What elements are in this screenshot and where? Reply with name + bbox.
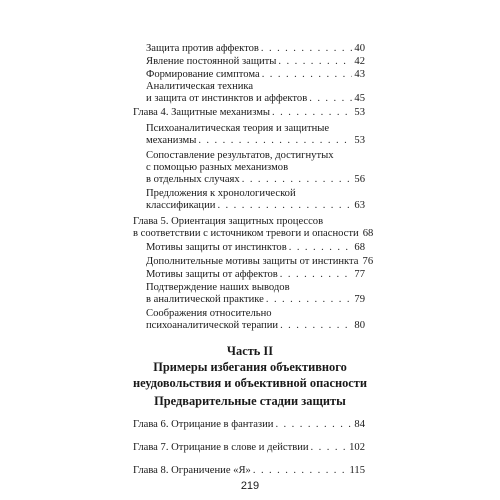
toc-entry-title: Подтверждение наших выводов xyxy=(146,282,290,293)
toc-entry xyxy=(146,308,365,332)
toc-entry-title: механизмы xyxy=(146,135,197,146)
toc-page-number: 68 xyxy=(354,242,365,253)
toc-dot-leader xyxy=(311,442,348,454)
toc-entry-title: в отдельных случаях xyxy=(146,174,240,185)
toc-dot-leader xyxy=(272,107,352,119)
part-subtitle: неудовольствия и объективной опасности xyxy=(132,376,368,390)
toc-entry-title: Формирование симптома xyxy=(146,69,260,80)
toc-entry xyxy=(146,81,365,105)
toc-chapter-title: Глава 4. Защитные механизмы xyxy=(133,107,271,118)
part-section-title: Предварительные стадии защиты xyxy=(154,394,346,408)
toc-chapter-title: Глава 8. Ограничение «Я» xyxy=(133,465,251,476)
toc-page-number: 115 xyxy=(349,465,365,476)
toc-dot-leader xyxy=(198,135,352,147)
toc-entry-title: Мотивы защиты от инстинктов xyxy=(146,242,287,253)
toc-dot-leader xyxy=(242,174,353,186)
toc-entry-title: и защита от инстинктов и аффектов xyxy=(146,93,308,104)
toc-dot-leader xyxy=(261,43,353,55)
toc-entry-title: Соображения относительно xyxy=(146,308,272,319)
toc-chapter xyxy=(133,107,365,119)
toc-entry-title: с помощью разных механизмов xyxy=(146,162,289,173)
page-number: 219 xyxy=(240,480,260,492)
toc-page-number: 53 xyxy=(354,107,365,118)
toc-chapter xyxy=(133,442,365,454)
toc-page-number: 77 xyxy=(354,269,365,280)
part-heading xyxy=(130,343,370,409)
toc-page-number: 80 xyxy=(354,320,365,331)
toc-entry-title: Защита против аффектов xyxy=(146,43,259,54)
toc-entry xyxy=(146,242,365,254)
toc-chapter-title: в соответствии с источником тревоги и опасности xyxy=(133,228,359,239)
toc-page-number: 42 xyxy=(354,56,365,67)
toc-chapter xyxy=(133,419,365,431)
toc-entry xyxy=(146,269,365,281)
toc-dot-leader xyxy=(289,242,353,254)
toc-dot-leader xyxy=(253,465,348,477)
toc-dot-leader xyxy=(266,294,353,306)
toc-entry xyxy=(146,282,365,306)
toc-page-number: 76 xyxy=(362,256,374,267)
toc-chapter-title: Глава 6. Отрицание в фантазии xyxy=(133,419,274,430)
toc-entry xyxy=(146,123,365,147)
toc-chapter-title: Глава 7. Отрицание в слове и действии xyxy=(133,442,309,453)
toc-entry-title: Предложения к хронологической xyxy=(146,188,296,199)
toc-entry-title: классификации xyxy=(146,200,216,211)
toc-page-number: 102 xyxy=(349,442,365,453)
toc-entry-title: Психоаналитическая теория и защитные xyxy=(146,123,330,134)
toc-page-number: 43 xyxy=(354,69,365,80)
toc-chapter xyxy=(133,216,374,240)
toc-dot-leader xyxy=(278,56,352,68)
toc-dot-leader xyxy=(280,269,353,281)
toc-dot-leader xyxy=(217,200,352,212)
part-title: Часть II xyxy=(226,344,274,358)
toc-entry xyxy=(146,150,365,186)
toc-entry-title: психоаналитической терапии xyxy=(146,320,279,331)
toc-entry-title: в аналитической практике xyxy=(146,294,264,305)
toc-dot-leader xyxy=(309,93,352,105)
toc-dot-leader xyxy=(275,419,352,431)
toc-entry-title: Дополнительные мотивы защиты от инстинкта xyxy=(146,256,359,267)
toc-entry xyxy=(146,69,365,81)
toc-entry-title: Аналитическая техника xyxy=(146,81,254,92)
toc-chapter-title: Глава 5. Ориентация защитных процессов xyxy=(133,216,324,227)
toc-page-number: 68 xyxy=(362,228,374,239)
toc-chapter xyxy=(133,465,365,477)
toc-page-number: 40 xyxy=(354,43,365,54)
toc-page-number: 84 xyxy=(354,419,365,430)
toc-entry xyxy=(146,43,365,55)
toc-entry-title: Явление постоянной защиты xyxy=(146,56,277,67)
toc-entry xyxy=(146,56,365,68)
toc-page-number: 45 xyxy=(354,93,365,104)
toc-dot-leader xyxy=(280,320,352,332)
part-subtitle: Примеры избегания объективного xyxy=(153,360,347,374)
toc-page-number: 53 xyxy=(354,135,365,146)
toc-page-number: 63 xyxy=(354,200,365,211)
toc-page-number: 56 xyxy=(354,174,365,185)
toc-entry xyxy=(146,256,374,268)
toc-page-number: 79 xyxy=(354,294,365,305)
toc-entry-title: Мотивы защиты от аффектов xyxy=(146,269,278,280)
toc-entry-title: Сопоставление результатов, достигнутых xyxy=(146,150,334,161)
toc-entry xyxy=(146,188,365,212)
toc-dot-leader xyxy=(262,69,353,81)
